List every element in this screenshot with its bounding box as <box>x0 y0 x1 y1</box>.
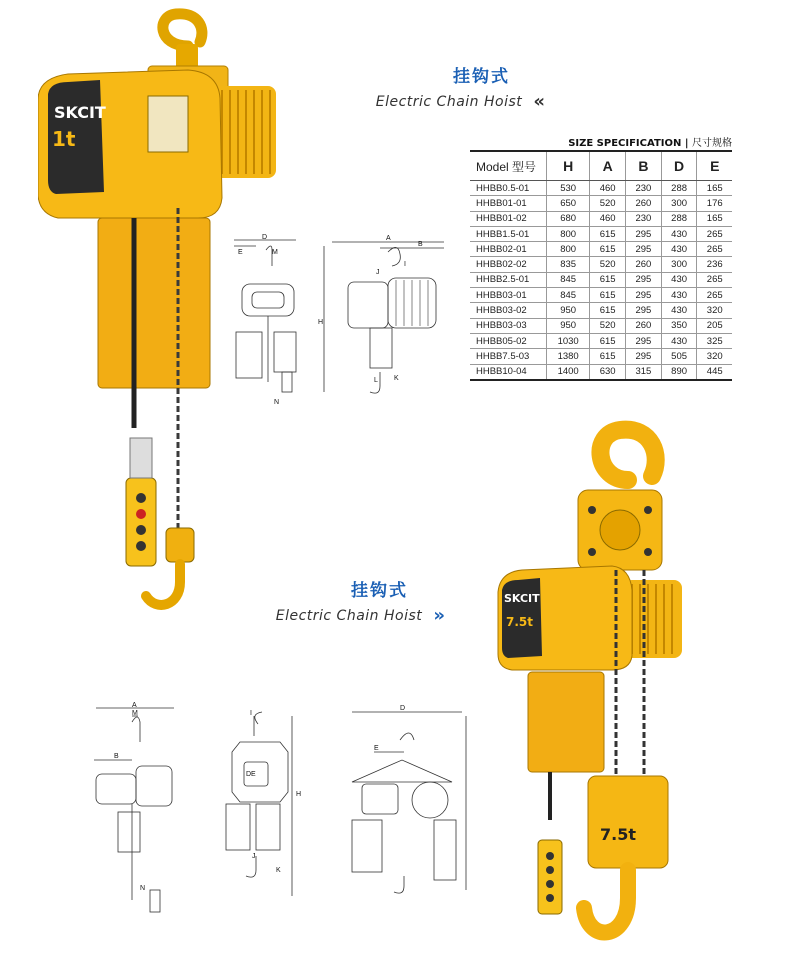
cell-model: HHBB01-02 <box>470 211 547 226</box>
cell-e: 205 <box>697 318 732 333</box>
table-row <box>470 288 732 303</box>
cell-a: 615 <box>590 333 626 348</box>
cell-d: 300 <box>661 196 697 211</box>
cell-d: 505 <box>661 349 697 364</box>
dim-label-i: I <box>404 261 406 268</box>
top-heading-cn: 挂钩式 <box>453 67 510 87</box>
cell-b: 295 <box>626 349 662 364</box>
cell-e: 325 <box>697 333 732 348</box>
cell-h: 950 <box>547 303 590 318</box>
cell-a: 615 <box>590 349 626 364</box>
cell-h: 1380 <box>547 349 590 364</box>
cell-a: 520 <box>590 196 626 211</box>
dim-label-l: L <box>374 377 378 384</box>
cell-d: 430 <box>661 303 697 318</box>
cell-a: 615 <box>590 303 626 318</box>
table-row <box>470 364 732 380</box>
cell-e: 265 <box>697 272 732 287</box>
hoist-1-brand: SKCIT <box>54 103 106 122</box>
top-heading <box>300 62 540 112</box>
cell-a: 460 <box>590 181 626 196</box>
table-row <box>470 272 732 287</box>
cell-b: 230 <box>626 211 662 226</box>
cell-a: 615 <box>590 242 626 257</box>
cell-a: 615 <box>590 288 626 303</box>
col-header-d: D <box>661 151 697 181</box>
cell-a: 615 <box>590 226 626 241</box>
dim-label-k: K <box>394 375 399 382</box>
cell-h: 1030 <box>547 333 590 348</box>
cell-e: 236 <box>697 257 732 272</box>
table-row <box>470 333 732 348</box>
cell-b: 260 <box>626 318 662 333</box>
cell-b: 295 <box>626 272 662 287</box>
cell-d: 430 <box>661 242 697 257</box>
dim-label-b: B <box>418 241 423 248</box>
table-row <box>470 181 732 196</box>
cell-model: HHBB2.5-01 <box>470 272 547 287</box>
cell-d: 890 <box>661 364 697 380</box>
spec-caption-en: SIZE SPECIFICATION <box>568 138 682 149</box>
cell-h: 800 <box>547 226 590 241</box>
dimension-drawing-front-7-5t <box>210 706 310 906</box>
cell-a: 460 <box>590 211 626 226</box>
table-row <box>470 349 732 364</box>
table-row <box>470 211 732 226</box>
dim-label-n-2: N <box>140 885 146 892</box>
cell-model: HHBB03-03 <box>470 318 547 333</box>
cell-model: HHBB1.5-01 <box>470 226 547 241</box>
cell-b: 315 <box>626 364 662 380</box>
dim-label-h: H <box>318 319 324 326</box>
cell-d: 430 <box>661 226 697 241</box>
cell-a: 630 <box>590 364 626 380</box>
top-heading-en: Electric Chain Hoist <box>375 94 523 110</box>
cell-b: 295 <box>626 226 662 241</box>
chevron-right-icon: » <box>433 605 440 626</box>
cell-d: 288 <box>661 211 697 226</box>
cell-e: 165 <box>697 181 732 196</box>
cell-h: 950 <box>547 318 590 333</box>
cell-e: 265 <box>697 226 732 241</box>
cell-model: HHBB10-04 <box>470 364 547 380</box>
dimension-drawing-side-1t <box>318 232 458 410</box>
cell-model: HHBB02-01 <box>470 242 547 257</box>
dim-label-i-2: I <box>250 710 252 717</box>
cell-h: 845 <box>547 272 590 287</box>
dim-label-m-2: M <box>132 710 138 717</box>
dim-label-n: N <box>274 399 280 406</box>
cell-e: 165 <box>697 211 732 226</box>
cell-b: 295 <box>626 303 662 318</box>
dimension-drawing-side-7-5t <box>88 700 188 918</box>
dim-label-de: DE <box>246 771 256 778</box>
cell-a: 520 <box>590 318 626 333</box>
spec-caption-cn: 尺寸规格 <box>692 138 732 149</box>
cell-b: 295 <box>626 333 662 348</box>
middle-heading <box>200 576 440 626</box>
dim-label-h-2: H <box>296 791 302 798</box>
dim-label-e: E <box>238 249 243 256</box>
dim-label-d-2: D <box>400 705 406 712</box>
table-row <box>470 226 732 241</box>
table-header-row <box>470 151 732 181</box>
size-specification-table <box>470 150 732 381</box>
middle-heading-cn: 挂钩式 <box>351 581 408 601</box>
dim-label-a: A <box>386 235 391 242</box>
hoist-2-brand: SKCIT <box>504 592 540 605</box>
cell-d: 430 <box>661 272 697 287</box>
cell-d: 300 <box>661 257 697 272</box>
cell-h: 835 <box>547 257 590 272</box>
table-row <box>470 318 732 333</box>
cell-h: 680 <box>547 211 590 226</box>
cell-e: 445 <box>697 364 732 380</box>
cell-e: 176 <box>697 196 732 211</box>
cell-d: 350 <box>661 318 697 333</box>
col-header-e: E <box>697 151 732 181</box>
hoist-2-capacity-block: 7.5t <box>600 825 636 844</box>
dim-label-m: M <box>272 249 278 256</box>
cell-model: HHBB7.5-03 <box>470 349 547 364</box>
cell-e: 265 <box>697 288 732 303</box>
cell-model: HHBB05-02 <box>470 333 547 348</box>
dim-label-b-2: B <box>114 753 119 760</box>
cell-h: 530 <box>547 181 590 196</box>
cell-a: 520 <box>590 257 626 272</box>
cell-h: 800 <box>547 242 590 257</box>
cell-h: 1400 <box>547 364 590 380</box>
cell-d: 430 <box>661 333 697 348</box>
dim-label-d: D <box>262 234 268 241</box>
dimension-drawing-front-1t <box>226 232 312 410</box>
col-header-h: H <box>547 151 590 181</box>
col-header-model: Model 型号 <box>470 151 547 181</box>
chevron-left-icon: « <box>533 91 540 112</box>
table-row <box>470 242 732 257</box>
hoist-7-5t-photo <box>492 420 698 968</box>
hoist-2-capacity-body: 7.5t <box>506 615 533 629</box>
cell-h: 650 <box>547 196 590 211</box>
cell-b: 260 <box>626 257 662 272</box>
cell-e: 320 <box>697 349 732 364</box>
dim-label-a-2: A <box>132 702 137 709</box>
cell-b: 230 <box>626 181 662 196</box>
cell-e: 320 <box>697 303 732 318</box>
cell-model: HHBB02-02 <box>470 257 547 272</box>
dimension-drawing-end-7-5t <box>344 700 480 910</box>
col-header-a: A <box>590 151 626 181</box>
dim-label-j: J <box>376 269 380 276</box>
table-row <box>470 303 732 318</box>
cell-d: 288 <box>661 181 697 196</box>
cell-model: HHBB0.5-01 <box>470 181 547 196</box>
spec-caption <box>470 134 732 149</box>
dim-label-k-2: K <box>276 867 281 874</box>
table-row <box>470 257 732 272</box>
cell-model: HHBB01-01 <box>470 196 547 211</box>
table-row <box>470 196 732 211</box>
cell-model: HHBB03-02 <box>470 303 547 318</box>
dim-label-j-2: J <box>252 853 256 860</box>
col-header-b: B <box>626 151 662 181</box>
cell-d: 430 <box>661 288 697 303</box>
cell-a: 615 <box>590 272 626 287</box>
dim-label-e-2: E <box>374 745 379 752</box>
cell-model: HHBB03-01 <box>470 288 547 303</box>
cell-h: 845 <box>547 288 590 303</box>
cell-b: 295 <box>626 288 662 303</box>
cell-b: 260 <box>626 196 662 211</box>
hoist-1-capacity: 1t <box>52 127 76 151</box>
spec-caption-sep: | <box>681 138 692 149</box>
cell-e: 265 <box>697 242 732 257</box>
cell-b: 295 <box>626 242 662 257</box>
middle-heading-en: Electric Chain Hoist <box>275 608 423 624</box>
